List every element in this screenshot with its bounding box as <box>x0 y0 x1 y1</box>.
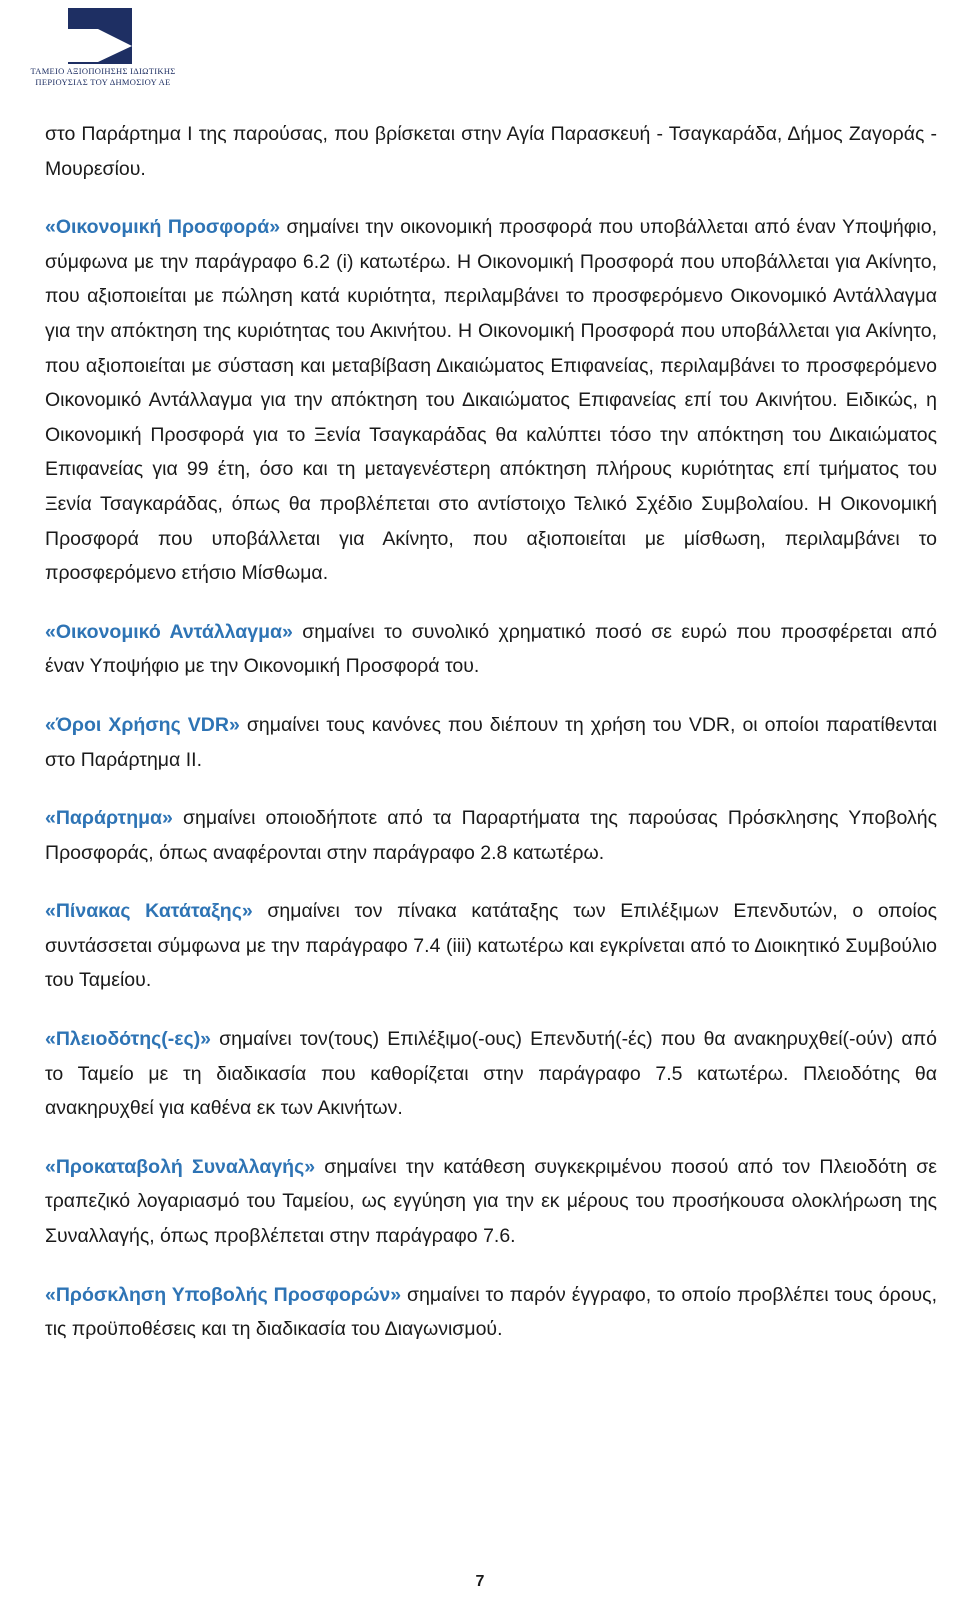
definition-term: «Πρόσκληση Υποβολής Προσφορών» <box>45 1283 402 1306</box>
definition-text: σημαίνει τους κανόνες που διέπουν τη χρήση του VDR, οι οποίοι παρατίθενται στο Παράρτημα ΙΙ. <box>45 713 937 771</box>
logo-text-line-2: ΠΕΡΙΟΥΣΙΑΣ ΤΟΥ ΔΗΜΟΣΙΟΥ ΑΕ <box>35 77 171 87</box>
paragraph-text: στο Παράρτημα Ι της παρούσας, που βρίσκεται στην Αγία Παρασκευή - Τσαγκαράδα, Δήμος Ζαγοράς - Μουρεσίου. <box>45 123 937 180</box>
definition-term: «Οικονομικό Αντάλλαγμα» <box>45 620 293 643</box>
definition-term: «Οικονομική Προσφορά» <box>45 216 281 239</box>
definition-text: σημαίνει οποιοδήποτε από τα Παραρτήματα της παρούσας Πρόσκλησης Υποβολής Προσφοράς, όπως αναφέρονται στην παράγραφο 2.8 κατωτέρω. <box>45 807 937 864</box>
definition-prosklisi-ypovolis-prosforon <box>45 1278 937 1347</box>
page-number: 7 <box>475 1573 485 1590</box>
definition-parartima <box>45 801 937 870</box>
document-body <box>45 117 937 1371</box>
definition-term: «Πλειοδότης(-ες)» <box>45 1028 212 1051</box>
organization-logo <box>8 6 198 92</box>
definition-oikonomiko-antallagma <box>45 615 937 684</box>
definition-oikonomiki-prosfora <box>45 210 937 591</box>
logo-text <box>8 66 198 88</box>
definition-term: «Προκαταβολή Συναλλαγής» <box>45 1155 316 1178</box>
definition-text: σημαίνει τον πίνακα κατάταξης των Επιλέξιμων Επενδυτών, ο οποίος συντάσσεται σύμφωνα με την παράγραφο 7.4 (iii) κατωτέρω και εγκρίνεται από το Διοικητικό Συμβούλιο του Ταμείου. <box>45 900 937 992</box>
paragraph-continuation <box>45 117 937 186</box>
definition-term: «Παράρτημα» <box>45 807 173 830</box>
definition-text: σημαίνει το παρόν έγγραφο, το οποίο προβλέπει τους όρους, τις προϋποθέσεις και τη διαδικασία του Διαγωνισμού. <box>45 1283 937 1341</box>
definition-term: «Όροι Χρήσης VDR» <box>45 713 240 736</box>
definition-pinakas-katataxis <box>45 894 937 998</box>
logo-mark-icon <box>68 8 132 64</box>
definition-text: σημαίνει το συνολικό χρηματικό ποσό σε ευρώ που προσφέρεται από έναν Υποψήφιο με την Οικονομική Προσφορά του. <box>45 620 938 678</box>
definition-pleiodotis <box>45 1022 937 1126</box>
definition-text: σημαίνει την οικονομική προσφορά που υποβάλλεται από έναν Υποψήφιο, σύμφωνα με την παράγραφο 6.2 (i) κατωτέρω. Η Οικονομική Προσφορά που υποβάλλεται για Ακίνητο, που αξιοποιείται με πώληση κατά κυριότητα, περιλαμβάνει το προσφερόμενο Οικονομικό Αντάλλαγμα για την απόκτηση της κυριότητας του Ακινήτου. Η Οικονομική Προσφορά που υποβάλλεται για Ακίνητο, που αξιοποιείται με σύσταση και μεταβίβαση Δικαιώματος Επιφανείας, περιλαμβάνει το προσφερόμενο Οικονομικό Αντάλλαγμα για την απόκτηση του Δικαιώματος Επιφανείας επί του Ακινήτου. Ειδικώς, η Οικονομική Προσφορά για το Ξενία Τσαγκαράδας θα καλύπτει τόσο την απόκτηση του Δικαιώματος Επιφανείας για 99 έτη, όσο και τη μεταγενέστερη απόκτηση πλήρους κυριότητας επί τμήματος του Ξενία Τσαγκαράδας, όπως θα προβλέπεται στο αντίστοιχο Τελικό Σχέδιο Συμβολαίου. Η Οικονομική Προσφορά που υποβάλλεται για Ακίνητο, που αξιοποιείται με μίσθωση, περιλαμβάνει το προσφερόμενο ετήσιο Μίσθωμα. <box>45 216 938 585</box>
logo-text-line-1: ΤΑΜΕΙΟ ΑΞΙΟΠΟΙΗΣΗΣ ΙΔΙΩΤΙΚΗΣ <box>30 66 176 76</box>
definition-term: «Πίνακας Κατάταξης» <box>45 900 253 923</box>
definition-oroi-xrisis-vdr <box>45 708 937 777</box>
definition-prokataboli-synallagis <box>45 1150 937 1254</box>
definition-text: σημαίνει την κατάθεση συγκεκριμένου ποσού από τον Πλειοδότη σε τραπεζικό λογαριασμό του Ταμείου, ως εγγύηση για την εκ μέρους του προσήκουσα ολοκλήρωση της Συναλλαγής, όπως προβλέπεται στην παράγραφο 7.6. <box>45 1155 937 1248</box>
definition-text: σημαίνει τον(τους) Επιλέξιμο(-ους) Επενδυτή(-ές) που θα ανακηρυχθεί(-ούν) από το Ταμείο με τη διαδικασία που καθορίζεται στην παράγραφο 7.5 κατωτέρω. Πλειοδότης θα ανακηρυχθεί για καθένα εκ των Ακινήτων. <box>45 1028 937 1120</box>
